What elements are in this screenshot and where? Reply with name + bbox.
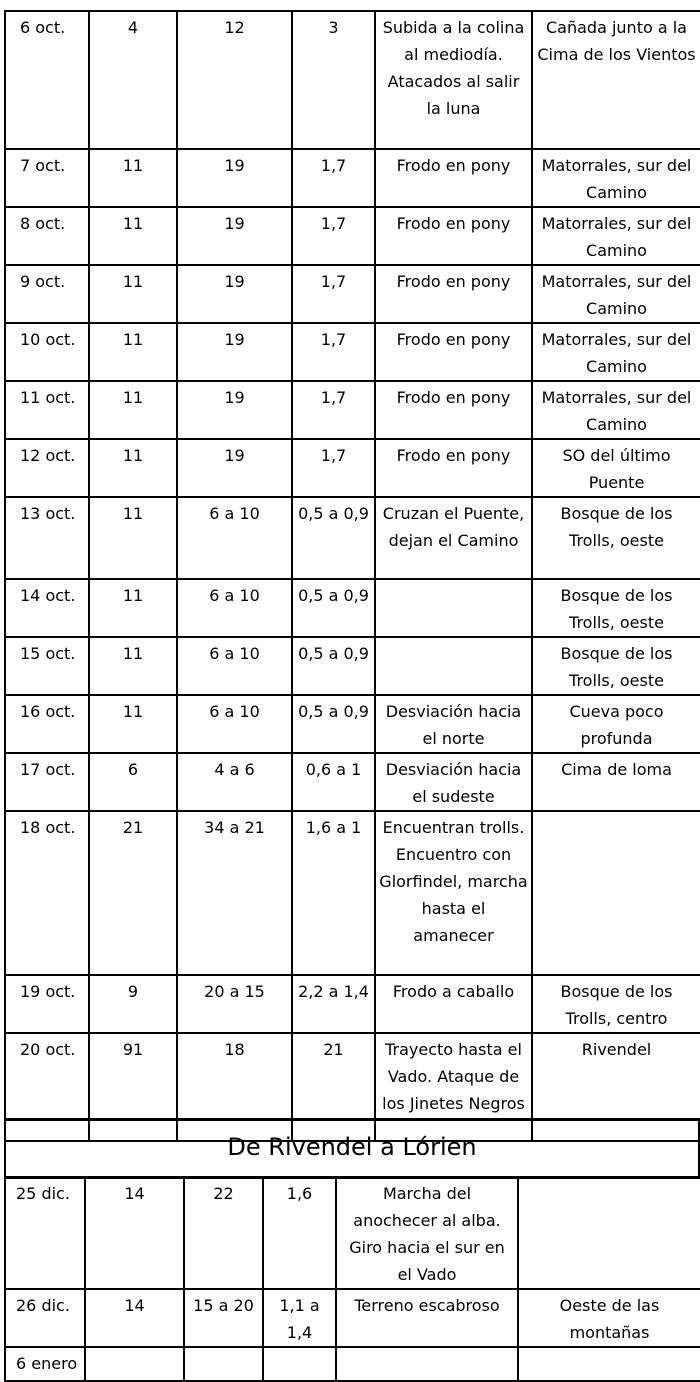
table-cell: Cueva poco profunda <box>532 695 700 753</box>
date-cell: 16 oct. <box>5 695 89 753</box>
table-cell: 0,5 a 0,9 <box>292 579 375 637</box>
table-cell: 0,5 a 0,9 <box>292 497 375 579</box>
table-cell: Bosque de los Trolls, oeste <box>532 579 700 637</box>
table-cell: Marcha del anochecer al alba. Giro hacia el sur en el Vado <box>336 1177 518 1289</box>
table-cell: Encuentran trolls. Encuentro con Glorfindel, marcha hasta el amanecer <box>375 811 532 975</box>
table-cell: Cañada junto a la Cima de los Vientos <box>532 11 700 149</box>
table-cell: Frodo en pony <box>375 323 532 381</box>
table-cell <box>85 1347 184 1381</box>
table-row <box>5 1289 700 1347</box>
table-cell: 91 <box>89 1033 177 1141</box>
table-cell: 19 <box>177 439 292 497</box>
table-cell: 11 <box>89 207 177 265</box>
table-cell: 1,7 <box>292 381 375 439</box>
table-cell: 1,7 <box>292 149 375 207</box>
table-row <box>5 695 700 753</box>
date-cell: 8 oct. <box>5 207 89 265</box>
table-row <box>5 323 700 381</box>
table-cell: Frodo en pony <box>375 149 532 207</box>
date-cell: 17 oct. <box>5 753 89 811</box>
table-cell: 11 <box>89 323 177 381</box>
table-cell <box>375 637 532 695</box>
table-cell: 14 <box>85 1289 184 1347</box>
table-cell: 11 <box>89 381 177 439</box>
table-cell: Oeste de las montañas <box>518 1289 700 1347</box>
table-cell: Desviación hacia el norte <box>375 695 532 753</box>
table-cell: 11 <box>89 497 177 579</box>
table-cell: Matorrales, sur del Camino <box>532 323 700 381</box>
table-row <box>5 1347 700 1381</box>
table-row <box>5 753 700 811</box>
date-cell: 14 oct. <box>5 579 89 637</box>
table-cell: Frodo a caballo <box>375 975 532 1033</box>
table-cell <box>184 1347 263 1381</box>
table-row <box>5 439 700 497</box>
table-row <box>5 149 700 207</box>
table-cell: 9 <box>89 975 177 1033</box>
table-cell: 21 <box>292 1033 375 1141</box>
table-cell: Cruzan el Puente, dejan el Camino <box>375 497 532 579</box>
table-cell: 1,6 <box>263 1177 336 1289</box>
itinerary-table-2 <box>4 1176 700 1382</box>
table-cell <box>263 1347 336 1381</box>
date-cell: 20 oct. <box>5 1033 89 1141</box>
table-cell: SO del último Puente <box>532 439 700 497</box>
table-cell: 6 <box>89 753 177 811</box>
table-cell <box>375 579 532 637</box>
date-cell: 11 oct. <box>5 381 89 439</box>
table-cell: 11 <box>89 579 177 637</box>
table-cell: 19 <box>177 265 292 323</box>
date-cell: 25 dic. <box>5 1177 85 1289</box>
date-cell: 12 oct. <box>5 439 89 497</box>
table-cell: 4 <box>89 11 177 149</box>
table-cell: 12 <box>177 11 292 149</box>
table-cell: Matorrales, sur del Camino <box>532 265 700 323</box>
table-cell: 1,7 <box>292 265 375 323</box>
table-cell: Frodo en pony <box>375 265 532 323</box>
table-cell: Trayecto hasta el Vado. Ataque de los Jinetes Negros <box>375 1033 532 1141</box>
table-cell: 0,5 a 0,9 <box>292 637 375 695</box>
date-cell: 7 oct. <box>5 149 89 207</box>
table-cell: 11 <box>89 637 177 695</box>
itinerary-table-1 <box>4 10 700 1142</box>
table-cell: Frodo en pony <box>375 381 532 439</box>
date-cell: 19 oct. <box>5 975 89 1033</box>
date-cell: 10 oct. <box>5 323 89 381</box>
table-cell: 22 <box>184 1177 263 1289</box>
table-row <box>5 579 700 637</box>
table-row <box>5 637 700 695</box>
table-cell: 11 <box>89 695 177 753</box>
table-cell: 11 <box>89 265 177 323</box>
table-cell: 19 <box>177 149 292 207</box>
table-row <box>5 497 700 579</box>
table-row <box>5 975 700 1033</box>
date-cell: 9 oct. <box>5 265 89 323</box>
table-cell <box>518 1347 700 1381</box>
table-cell: Matorrales, sur del Camino <box>532 207 700 265</box>
table-cell <box>518 1177 700 1289</box>
table-cell: 19 <box>177 207 292 265</box>
table-cell <box>336 1347 518 1381</box>
table-cell: 3 <box>292 11 375 149</box>
table-cell: 2,2 a 1,4 <box>292 975 375 1033</box>
table-cell: Rivendel <box>532 1033 700 1141</box>
table-cell: Frodo en pony <box>375 439 532 497</box>
table-row <box>5 11 700 149</box>
date-cell: 6 oct. <box>5 11 89 149</box>
table-row <box>5 1177 700 1289</box>
section-title: De Rivendel a Lórien <box>4 1118 700 1179</box>
date-cell: 15 oct. <box>5 637 89 695</box>
table-cell: 11 <box>89 149 177 207</box>
table-cell: Desviación hacia el sudeste <box>375 753 532 811</box>
date-cell: 18 oct. <box>5 811 89 975</box>
date-cell: 13 oct. <box>5 497 89 579</box>
table-cell: 11 <box>89 439 177 497</box>
table-cell: Subida a la colina al mediodía. Atacados al salir la luna <box>375 11 532 149</box>
date-cell: 26 dic. <box>5 1289 85 1347</box>
table-cell: 1,1 a 1,4 <box>263 1289 336 1347</box>
table-row <box>5 207 700 265</box>
table-cell: 14 <box>85 1177 184 1289</box>
table-cell: 1,7 <box>292 323 375 381</box>
table-cell: Matorrales, sur del Camino <box>532 149 700 207</box>
table-cell: Frodo en pony <box>375 207 532 265</box>
table-cell: 18 <box>177 1033 292 1141</box>
table-cell: Terreno escabroso <box>336 1289 518 1347</box>
table-row <box>5 381 700 439</box>
date-cell: 6 enero <box>5 1347 85 1381</box>
table-cell: Matorrales, sur del Camino <box>532 381 700 439</box>
table-cell: 19 <box>177 323 292 381</box>
table-cell: 6 a 10 <box>177 579 292 637</box>
table-cell: 1,6 a 1 <box>292 811 375 975</box>
table-row <box>5 811 700 975</box>
table-cell: 4 a 6 <box>177 753 292 811</box>
table-cell: 0,6 a 1 <box>292 753 375 811</box>
table-cell: Cima de loma <box>532 753 700 811</box>
table-cell: 20 a 15 <box>177 975 292 1033</box>
table-cell: 15 a 20 <box>184 1289 263 1347</box>
table-cell: 34 a 21 <box>177 811 292 975</box>
table-cell: 19 <box>177 381 292 439</box>
table-cell: 21 <box>89 811 177 975</box>
table-cell: 1,7 <box>292 207 375 265</box>
table-cell: 6 a 10 <box>177 695 292 753</box>
table-cell: Bosque de los Trolls, centro <box>532 975 700 1033</box>
table-cell <box>532 811 700 975</box>
table-row <box>5 265 700 323</box>
table-cell: Bosque de los Trolls, oeste <box>532 497 700 579</box>
table-cell: 0,5 a 0,9 <box>292 695 375 753</box>
table-cell: 6 a 10 <box>177 497 292 579</box>
table-cell: 6 a 10 <box>177 637 292 695</box>
table-cell: 1,7 <box>292 439 375 497</box>
table-cell: Bosque de los Trolls, oeste <box>532 637 700 695</box>
